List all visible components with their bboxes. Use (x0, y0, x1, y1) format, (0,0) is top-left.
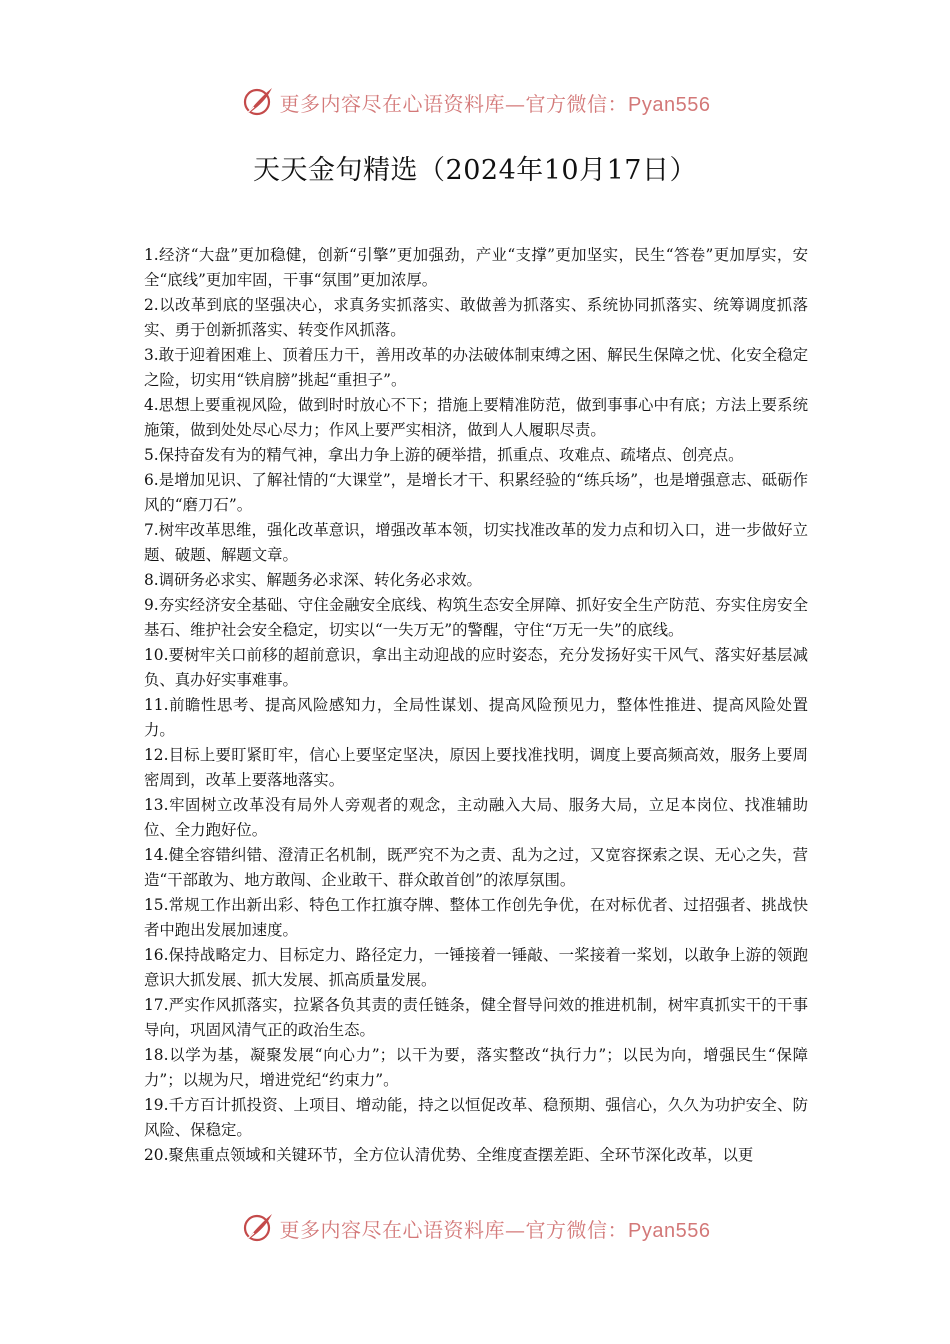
quote-item: 7.树牢改革思维，强化改革意识，增强改革本领，切实找准改革的发力点和切入口，进一步做好立题、破题、解题文章。 (144, 521, 808, 564)
quote-item: 3.敢于迎着困难上、顶着压力干，善用改革的办法破体制束缚之困、解民生保障之忧、化安全稳定之险，切实用“铁肩膀”挑起“重担子”。 (144, 346, 808, 389)
quote-item: 13.牢固树立改革没有局外人旁观者的观念，主动融入大局、服务大局，立足本岗位、找准辅助位、全力跑好位。 (144, 796, 808, 839)
quote-item: 10.要树牢关口前移的超前意识，拿出主动迎战的应时姿态，充分发扬好实干风气、落实好基层减负、真办好实事难事。 (144, 646, 808, 689)
quote-item: 2.以改革到底的坚强决心，求真务实抓落实、敢做善为抓落实、系统协同抓落实、统筹调度抓落实、勇于创新抓落实、转变作风抓落。 (144, 296, 808, 339)
footer-banner (0, 1208, 950, 1248)
quote-item: 6.是增加见识、了解社情的“大课堂”，是增长才干、积累经验的“练兵场”，也是增强意志、砥砺作风的“磨刀石”。 (144, 471, 808, 514)
quote-item: 15.常规工作出新出彩、特色工作扛旗夺牌、整体工作创先争优，在对标优者、过招强者、挑战快者中跑出发展加速度。 (144, 896, 808, 939)
page-title: 天天金句精选（2024年10月17日） (253, 155, 697, 186)
banner-separator: — (505, 1217, 526, 1242)
quote-item: 1.经济“大盘”更加稳健，创新“引擎”更加强劲，产业“支撑”更加坚实，民生“答卷”更加厚实，安全“底线”更加牢固，干事“氛围”更加浓厚。 (144, 246, 808, 289)
quote-item: 8.调研务必求实、解题务必求深、转化务必求效。 (144, 571, 482, 589)
banner-text-cn: 更多内容尽在心语资料库 (279, 1217, 506, 1242)
quote-item: 5.保持奋发有为的精气神，拿出力争上游的硬举措，抓重点、攻难点、疏堵点、创亮点。 (144, 446, 744, 464)
quote-item: 4.思想上要重视风险，做到时时放心不下；措施上要精准防范，做到事事心中有底；方法上要系统施策，做到处处尽心尽力；作风上要严实相济，做到人人履职尽责。 (144, 396, 808, 439)
banner-text-cn: 更多内容尽在心语资料库 (279, 91, 506, 116)
quill-pen-logo-icon (240, 84, 276, 120)
banner-text-cn2: 官方微信： (525, 1217, 629, 1242)
banner-wechat-id: Pyan556 (628, 93, 711, 116)
banner-wechat-id: Pyan556 (628, 1219, 711, 1242)
quote-item: 9.夯实经济安全基础、守住金融安全底线、构筑生态安全屏障、抓好安全生产防范、夯实住房安全基石、维护社会安全稳定，切实以“一失万无”的警醒，守住“万无一失”的底线。 (144, 596, 808, 639)
header-banner (0, 82, 950, 122)
banner-text (280, 88, 711, 117)
banner-text (280, 1214, 711, 1243)
quote-item: 20.聚焦重点领域和关键环节，全方位认清优势、全维度查摆差距、全环节深化改革，以更 (144, 1146, 754, 1164)
quote-item: 18.以学为基，凝聚发展“向心力”；以干为要，落实整改“执行力”；以民为向，增强民生“保障力”；以规为尺，增进党纪“约束力”。 (144, 1046, 808, 1089)
banner-text-cn2: 官方微信： (525, 91, 629, 116)
quote-list (144, 243, 808, 1168)
quote-item: 17.严实作风抓落实，拉紧各负其责的责任链条，健全督导问效的推进机制，树牢真抓实干的干事导向，巩固风清气正的政治生态。 (144, 996, 808, 1039)
quill-pen-logo-icon (240, 1210, 276, 1246)
quote-item: 11.前瞻性思考、提高风险感知力，全局性谋划、提高风险预见力，整体性推进、提高风险处置力。 (144, 696, 808, 739)
quote-item: 19.千方百计抓投资、上项目、增动能，持之以恒促改革、稳预期、强信心，久久为功护安全、防风险、保稳定。 (144, 1096, 808, 1139)
quote-item: 16.保持战略定力、目标定力、路径定力，一锤接着一锤敲、一桨接着一桨划，以敢争上游的领跑意识大抓发展、抓大发展、抓高质量发展。 (144, 946, 808, 989)
banner-separator: — (505, 91, 526, 116)
quote-item: 12.目标上要盯紧盯牢，信心上要坚定坚决，原因上要找准找明，调度上要高频高效，服务上要周密周到，改革上要落地落实。 (144, 746, 808, 789)
quote-item: 14.健全容错纠错、澄清正名机制，既严究不为之责、乱为之过，又宽容探索之误、无心之失，营造“干部敢为、地方敢闯、企业敢干、群众敢首创”的浓厚氛围。 (144, 846, 808, 889)
